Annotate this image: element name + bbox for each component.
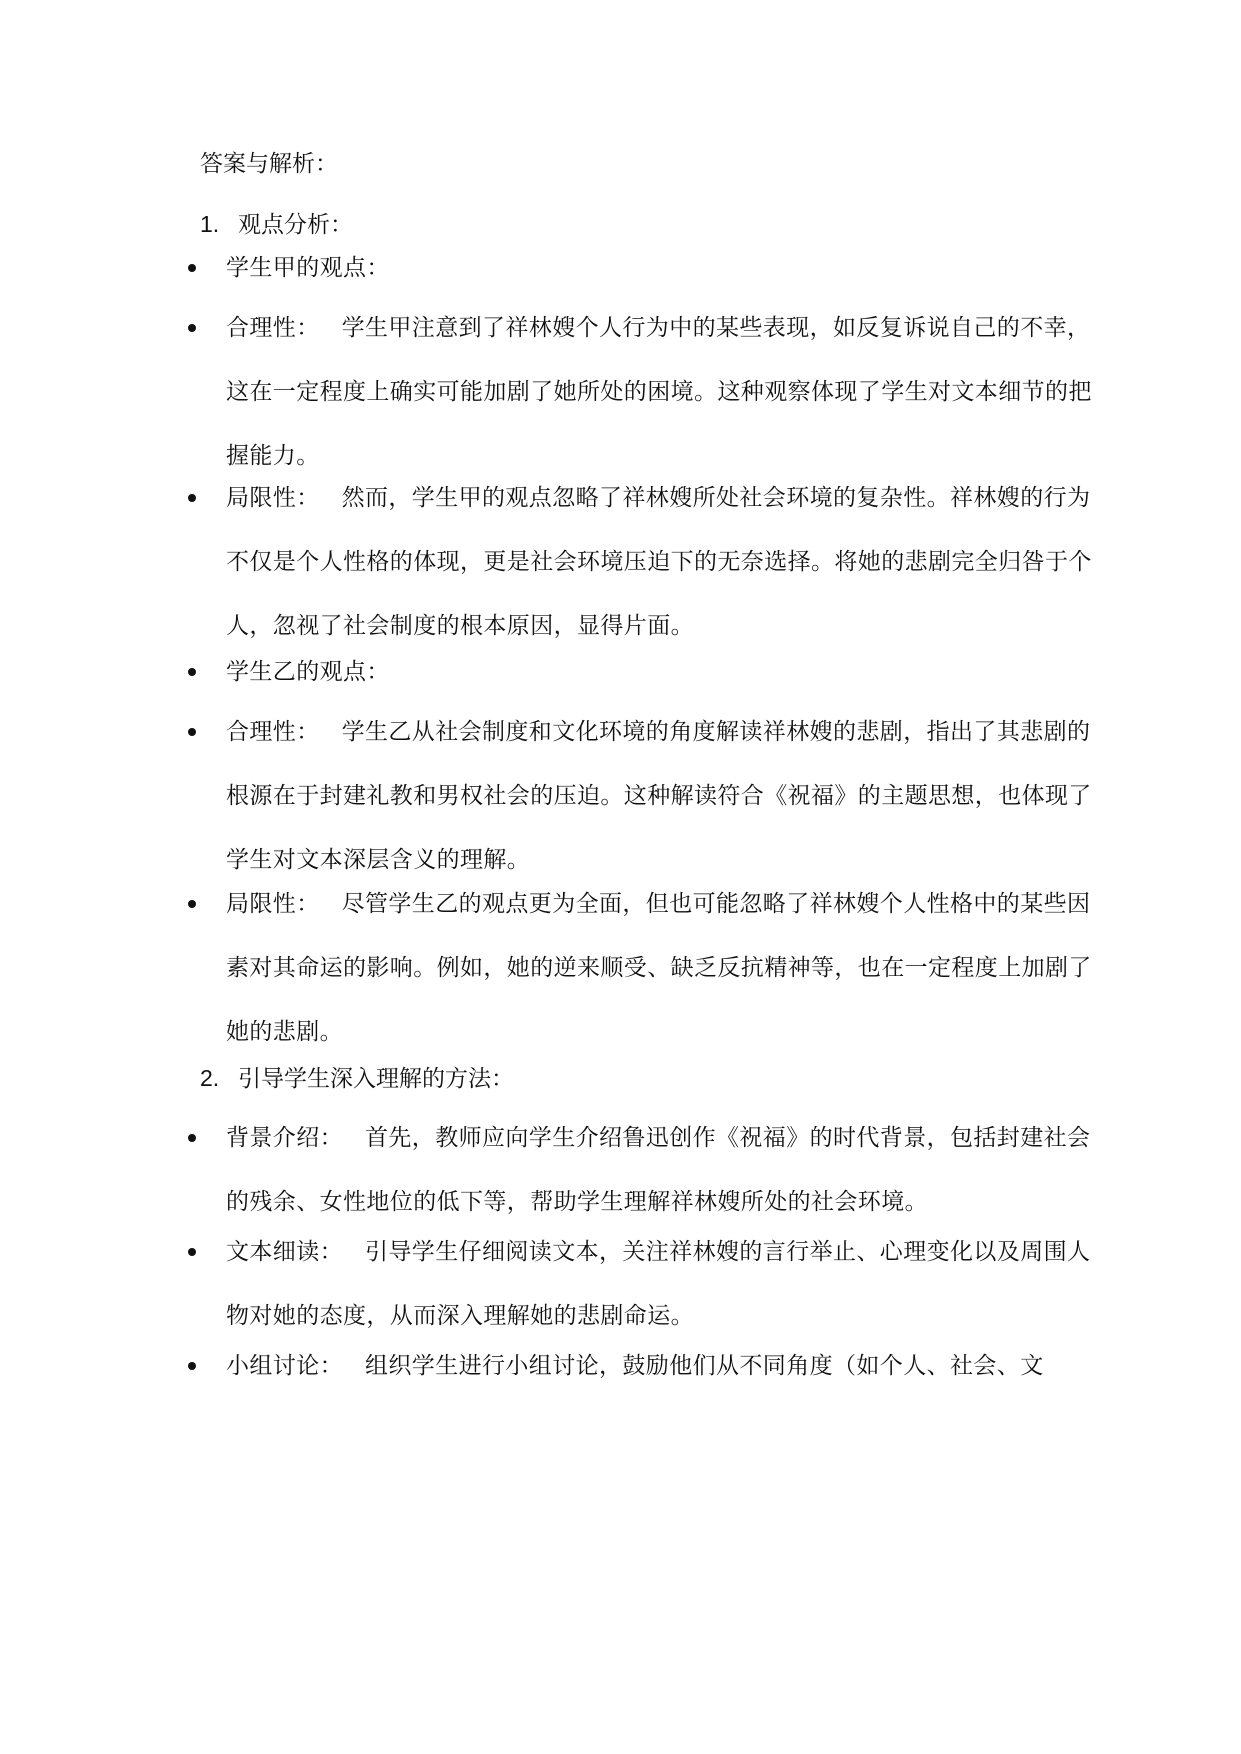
bullet-icon bbox=[188, 1248, 196, 1256]
student-b-limit-label: 局限性： bbox=[226, 891, 320, 917]
answer-heading: 答案与解析： bbox=[200, 151, 338, 177]
bullet-icon bbox=[188, 668, 196, 676]
student-b-title: 学生乙的观点： bbox=[226, 659, 390, 685]
student-a-limit-text: 然而，学生甲的观点忽略了祥林嫂所处社会环境的复杂性。祥林嫂的行为不仅是个人性格的体现，更是社会环境压迫下的无奈选择。将她的悲剧完全归咎于个人，忽视了社会制度的根本原因，显得片面。 bbox=[226, 485, 1092, 639]
student-a-limit bbox=[226, 466, 1106, 658]
method-label: 文本细读： bbox=[226, 1239, 343, 1265]
student-a-reason bbox=[226, 296, 1106, 488]
bullet-icon bbox=[188, 728, 196, 736]
section-2-title: 引导学生深入理解的方法： bbox=[238, 1066, 514, 1092]
student-b-reason-text: 学生乙从社会制度和文化环境的角度解读祥林嫂的悲剧，指出了其悲剧的根源在于封建礼教和男权社会的压迫。这种解读符合《祝福》的主题思想，也体现了学生对文本深层含义的理解。 bbox=[226, 719, 1092, 873]
method-label: 背景介绍： bbox=[226, 1125, 343, 1151]
method-text: 引导学生仔细阅读文本，关注祥林嫂的言行举止、心理变化以及周围人物对她的态度，从而深入理解她的悲剧命运。 bbox=[226, 1239, 1091, 1329]
section-1-number: 1. bbox=[200, 211, 220, 237]
method-group-discussion bbox=[226, 1334, 1106, 1398]
method-text: 组织学生进行小组讨论，鼓励他们从不同角度（如个人、社会、文 bbox=[365, 1353, 1044, 1379]
method-text: 首先，教师应向学生介绍鲁迅创作《祝福》的时代背景，包括封建社会的残余、女性地位的低下等，帮助学生理解祥林嫂所处的社会环境。 bbox=[226, 1125, 1091, 1215]
bullet-icon bbox=[188, 1362, 196, 1370]
method-label: 小组讨论： bbox=[226, 1353, 343, 1379]
section-2-number: 2. bbox=[200, 1065, 220, 1091]
student-b-reason bbox=[226, 700, 1106, 892]
bullet-icon bbox=[188, 494, 196, 502]
bullet-icon bbox=[188, 324, 196, 332]
student-b-limit-text: 尽管学生乙的观点更为全面，但也可能忽略了祥林嫂个人性格中的某些因素对其命运的影响。例如，她的逆来顺受、缺乏反抗精神等，也在一定程度上加剧了她的悲剧。 bbox=[226, 891, 1092, 1045]
bullet-icon bbox=[188, 1134, 196, 1142]
student-a-title: 学生甲的观点： bbox=[226, 255, 390, 281]
section-2-heading bbox=[200, 1060, 514, 1097]
student-b-limit bbox=[226, 872, 1106, 1064]
bullet-icon bbox=[188, 900, 196, 908]
method-background bbox=[226, 1106, 1106, 1234]
student-a-reason-text: 学生甲注意到了祥林嫂个人行为中的某些表现，如反复诉说自己的不幸，这在一定程度上确实可能加剧了她所处的困境。这种观察体现了学生对文本细节的把握能力。 bbox=[226, 315, 1092, 469]
section-1-title: 观点分析： bbox=[238, 212, 353, 238]
student-a-limit-label: 局限性： bbox=[226, 485, 320, 511]
student-b-reason-label: 合理性： bbox=[226, 719, 320, 745]
method-close-reading bbox=[226, 1220, 1106, 1348]
bullet-icon bbox=[188, 264, 196, 272]
student-a-reason-label: 合理性： bbox=[226, 315, 320, 341]
